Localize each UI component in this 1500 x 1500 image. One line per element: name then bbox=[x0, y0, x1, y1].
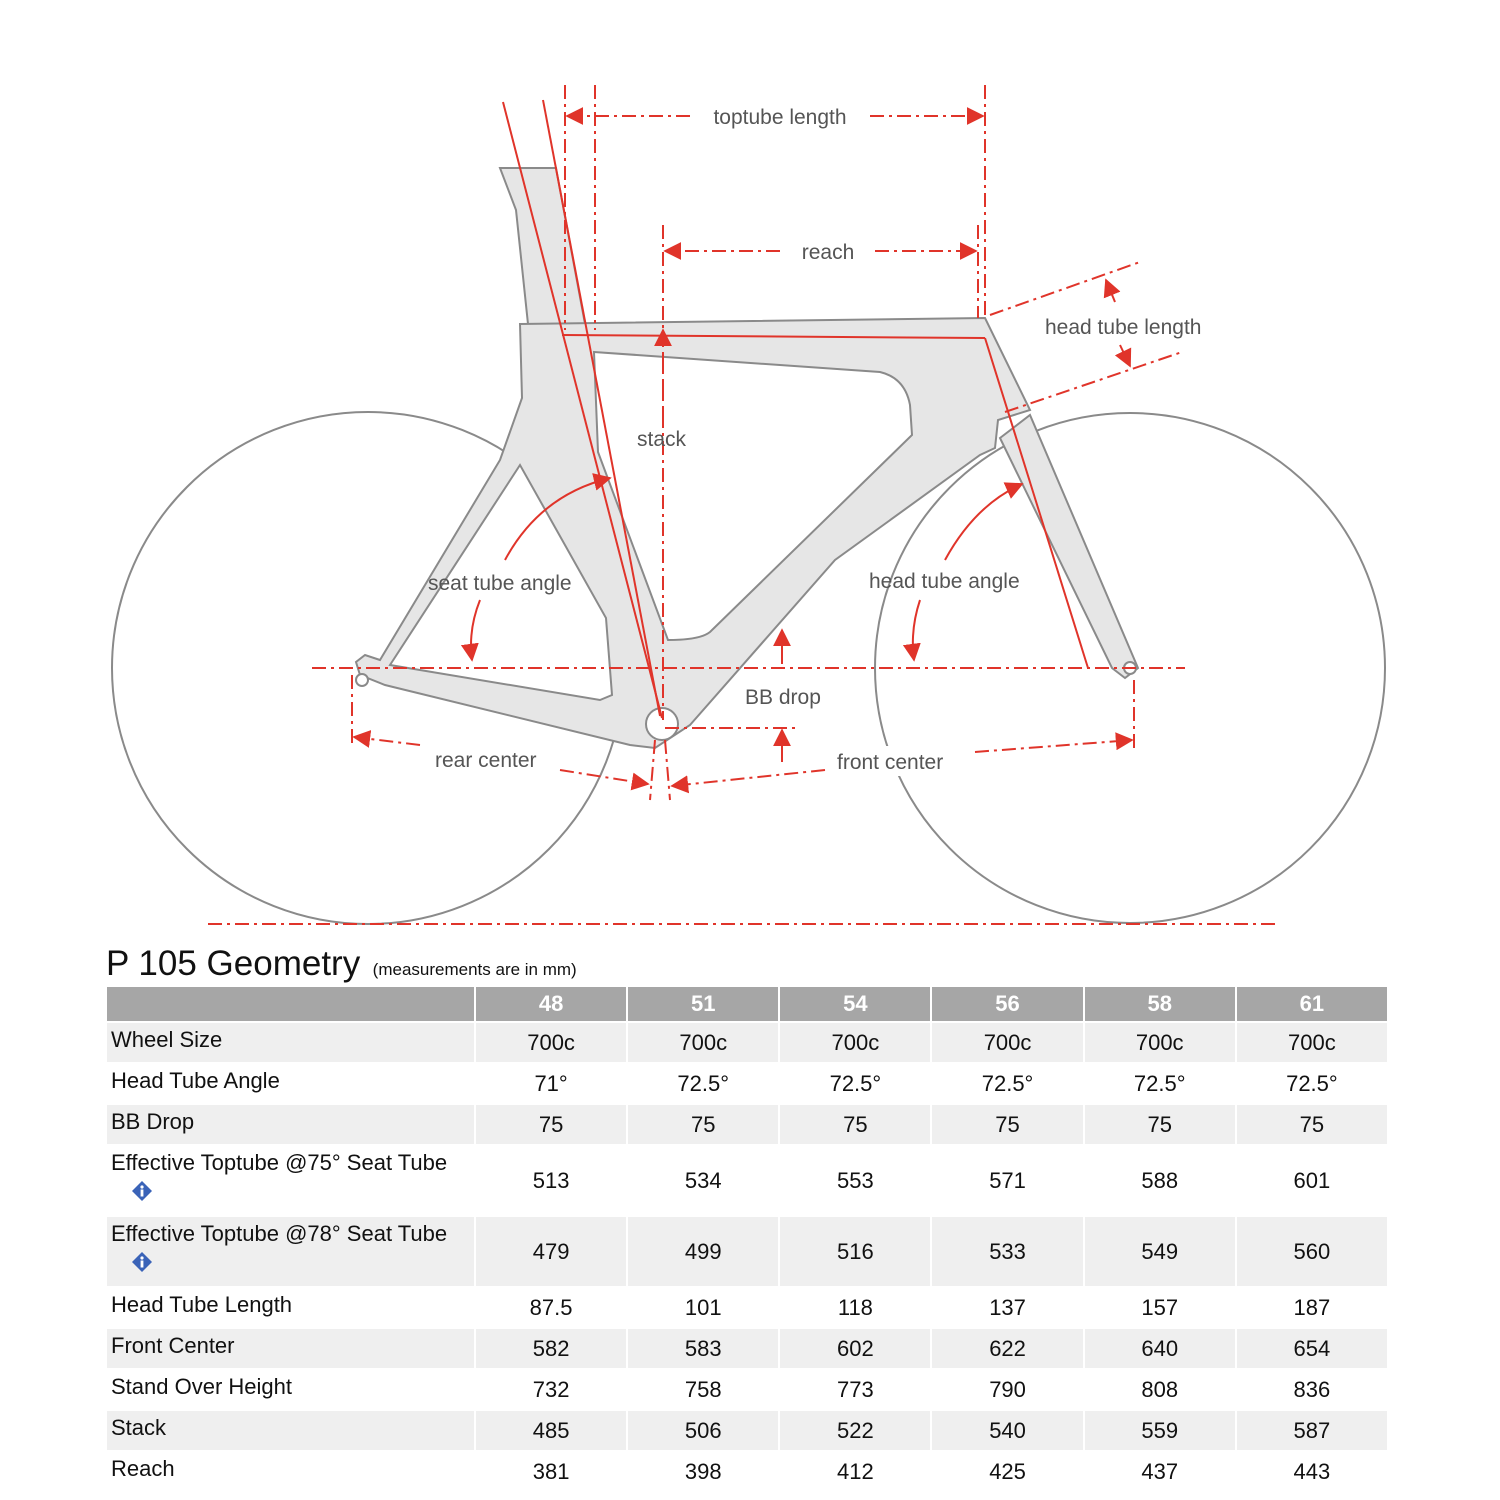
value-cell: 72.5° bbox=[981, 1070, 1034, 1096]
size-header: 48 bbox=[476, 987, 626, 1021]
units-note: (measurements are in mm) bbox=[372, 960, 577, 979]
value-cell: 549 bbox=[1085, 1217, 1235, 1286]
seatpost bbox=[500, 168, 585, 324]
value-cell: 533 bbox=[932, 1217, 1082, 1286]
value-cell: 540 bbox=[932, 1411, 1082, 1450]
size-header: 58 bbox=[1085, 987, 1235, 1021]
info-icon[interactable] bbox=[131, 1251, 153, 1273]
table-row-bb-drop bbox=[107, 1105, 1387, 1144]
value-cell: 790 bbox=[989, 1376, 1026, 1402]
value-cell: 534 bbox=[684, 1167, 722, 1193]
value-cell: 412 bbox=[837, 1458, 874, 1484]
value-cell: 485 bbox=[476, 1411, 626, 1450]
size-header: 61 bbox=[1237, 987, 1387, 1021]
value-cell: 71° bbox=[534, 1070, 568, 1096]
header-label-cell bbox=[107, 987, 474, 1021]
row-label-cell bbox=[107, 1452, 474, 1491]
row-label-cell bbox=[107, 1023, 474, 1062]
geometry-table bbox=[105, 985, 1389, 1493]
value-cell: 602 bbox=[780, 1329, 930, 1368]
value-cell: 425 bbox=[989, 1458, 1026, 1484]
value-cell: 72.5° bbox=[1133, 1070, 1186, 1096]
value-cell: 622 bbox=[932, 1329, 1082, 1368]
value-cell: 499 bbox=[628, 1217, 778, 1286]
value-cell: 732 bbox=[532, 1376, 570, 1402]
table-row-head-tube-length bbox=[107, 1288, 1387, 1327]
value-cell: 137 bbox=[989, 1294, 1026, 1320]
value-cell: 773 bbox=[837, 1376, 874, 1402]
table-row-front-center bbox=[107, 1329, 1387, 1368]
value-cell: 516 bbox=[780, 1217, 930, 1286]
value-cell: 75 bbox=[932, 1105, 1082, 1144]
row-label: Effective Toptube @78° Seat Tube bbox=[111, 1221, 448, 1246]
value-cell: 583 bbox=[628, 1329, 778, 1368]
row-label-cell bbox=[107, 1370, 474, 1409]
value-cell: 72.5° bbox=[1286, 1070, 1338, 1096]
value-cell: 118 bbox=[837, 1294, 873, 1320]
value-cell: 75 bbox=[1085, 1105, 1235, 1144]
value-cell: 75 bbox=[628, 1105, 778, 1144]
value-cell: 700c bbox=[932, 1023, 1082, 1062]
row-label: Reach bbox=[111, 1456, 175, 1481]
value-cell: 640 bbox=[1085, 1329, 1235, 1368]
head-tube-angle-label: head tube angle bbox=[869, 570, 1020, 593]
value-cell: 437 bbox=[1141, 1458, 1179, 1484]
value-cell: 601 bbox=[1293, 1167, 1331, 1193]
row-label-cell bbox=[107, 1217, 474, 1286]
toptube-length-label: toptube length bbox=[713, 106, 847, 129]
reach-label: reach bbox=[801, 241, 855, 264]
value-cell: 87.5 bbox=[529, 1294, 573, 1320]
front-center-label: front center bbox=[837, 751, 944, 774]
value-cell: 75 bbox=[1237, 1105, 1387, 1144]
row-label: Wheel Size bbox=[111, 1027, 223, 1052]
geometry-title: P 105 Geometry bbox=[106, 944, 361, 983]
table-row-effective-toptube-78-seat-tube bbox=[107, 1217, 1387, 1286]
row-label-cell bbox=[107, 1329, 474, 1368]
row-label-cell bbox=[107, 1288, 474, 1327]
row-label-cell bbox=[107, 1105, 474, 1144]
value-cell: 75 bbox=[476, 1105, 626, 1144]
size-header: 56 bbox=[932, 987, 1082, 1021]
value-cell: 700c bbox=[628, 1023, 778, 1062]
row-label-cell bbox=[107, 1064, 474, 1103]
row-label: Head Tube Angle bbox=[111, 1068, 280, 1093]
row-label: Stand Over Height bbox=[111, 1374, 292, 1399]
value-cell: 187 bbox=[1293, 1294, 1331, 1320]
value-cell: 72.5° bbox=[829, 1070, 882, 1096]
value-cell: 559 bbox=[1085, 1411, 1235, 1450]
value-cell: 398 bbox=[684, 1458, 722, 1484]
size-header: 54 bbox=[780, 987, 930, 1021]
value-cell: 101 bbox=[684, 1294, 722, 1320]
value-cell: 522 bbox=[780, 1411, 930, 1450]
table-row-head-tube-angle bbox=[107, 1064, 1387, 1103]
geometry-heading bbox=[106, 944, 577, 984]
table-row-wheel-size bbox=[107, 1023, 1387, 1062]
value-cell: 587 bbox=[1237, 1411, 1387, 1450]
value-cell: 588 bbox=[1141, 1167, 1179, 1193]
value-cell: 700c bbox=[1085, 1023, 1235, 1062]
seat-tube-angle-label: seat tube angle bbox=[428, 572, 572, 595]
value-cell: 654 bbox=[1237, 1329, 1387, 1368]
table-row-stand-over-height bbox=[107, 1370, 1387, 1409]
row-label-cell bbox=[107, 1146, 474, 1215]
row-label: Front Center bbox=[111, 1333, 235, 1358]
info-icon[interactable] bbox=[131, 1180, 153, 1202]
value-cell: 443 bbox=[1293, 1458, 1331, 1484]
stack-label: stack bbox=[637, 428, 687, 451]
value-cell: 700c bbox=[476, 1023, 626, 1062]
row-label-cell bbox=[107, 1411, 474, 1450]
value-cell: 381 bbox=[532, 1458, 570, 1484]
rear-center-label: rear center bbox=[435, 749, 537, 772]
value-cell: 553 bbox=[837, 1167, 874, 1193]
value-cell: 479 bbox=[476, 1217, 626, 1286]
rear-dropout bbox=[356, 674, 368, 686]
head-tube-length-label: head tube length bbox=[1045, 316, 1202, 339]
value-cell: 72.5° bbox=[677, 1070, 730, 1096]
row-label: Effective Toptube @75° Seat Tube bbox=[111, 1150, 448, 1175]
bb-drop-label: BB drop bbox=[745, 686, 821, 709]
size-header: 51 bbox=[628, 987, 778, 1021]
value-cell: 560 bbox=[1237, 1217, 1387, 1286]
table-row-effective-toptube-75-seat-tube bbox=[107, 1146, 1387, 1215]
value-cell: 571 bbox=[989, 1167, 1026, 1193]
value-cell: 75 bbox=[780, 1105, 930, 1144]
value-cell: 758 bbox=[684, 1376, 722, 1402]
value-cell: 157 bbox=[1141, 1294, 1179, 1320]
value-cell: 836 bbox=[1293, 1376, 1331, 1402]
row-label: Head Tube Length bbox=[111, 1292, 293, 1317]
table-row-stack bbox=[107, 1411, 1387, 1450]
row-label: BB Drop bbox=[111, 1109, 195, 1134]
value-cell: 582 bbox=[476, 1329, 626, 1368]
value-cell: 700c bbox=[1237, 1023, 1387, 1062]
row-label: Stack bbox=[111, 1415, 167, 1440]
value-cell: 808 bbox=[1141, 1376, 1179, 1402]
value-cell: 506 bbox=[628, 1411, 778, 1450]
size-header-row bbox=[107, 987, 1387, 1021]
value-cell: 700c bbox=[780, 1023, 930, 1062]
table-row-reach bbox=[107, 1452, 1387, 1491]
value-cell: 513 bbox=[532, 1167, 570, 1193]
